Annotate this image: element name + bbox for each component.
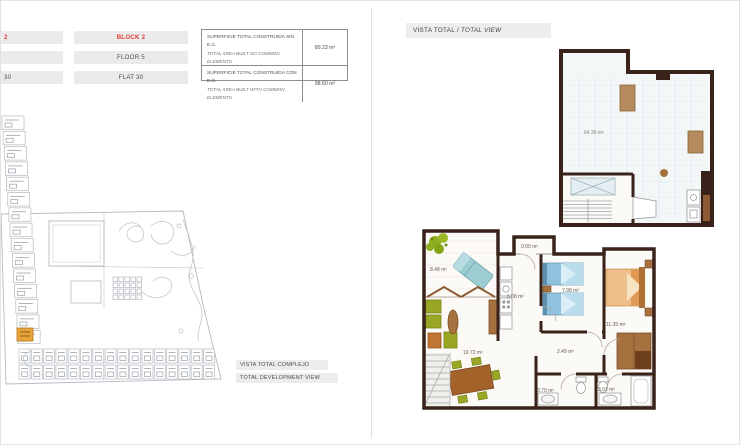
room-area-label-bathroom-1: 3.70 m² — [537, 388, 554, 394]
site-caption-es: VISTA TOTAL COMPLEJO — [236, 360, 328, 370]
area-value: 98.60 m² — [302, 66, 347, 101]
armchair — [428, 333, 441, 348]
table-round — [660, 169, 668, 177]
room-area-label-bedroom-double: 11.35 m² — [606, 322, 626, 328]
sideboard — [489, 300, 497, 334]
planter — [620, 85, 635, 111]
armchair — [444, 332, 457, 348]
planter — [688, 131, 703, 153]
sink — [603, 395, 617, 403]
area-table — [201, 29, 348, 100]
table-row — [202, 30, 347, 66]
panel-divider — [371, 9, 372, 438]
view-title-en: TOTAL VIEW — [460, 27, 502, 34]
area-label-en: TOTAL AREA BUILT NO COMMON ELEMENTS — [207, 50, 280, 64]
floor-bar — [74, 51, 188, 64]
nightstand — [543, 286, 551, 292]
floor-label: FLOOR 5 — [117, 54, 145, 61]
block-label: BLOCK 2 — [116, 34, 146, 41]
coffee-table — [448, 310, 458, 334]
wardrobe — [617, 333, 651, 369]
room-area-label-hall: 2.49 m² — [557, 349, 574, 355]
area-label-es: SUPERFICIE TOTAL CONSTRUIDA SIN E.C. — [207, 34, 294, 48]
room-area-label-solarium: 64.36 m² — [584, 130, 604, 136]
door-leaf — [633, 197, 656, 219]
table-row — [202, 66, 347, 101]
area-labels — [202, 30, 302, 65]
highlighted-unit — [17, 328, 33, 341]
solarium-plan — [561, 51, 712, 225]
area-label-en: TOTAL AREA BUILT WITH COMMON ELEMENTS — [207, 87, 285, 100]
unit-block-label: 2 — [4, 34, 8, 41]
block-bar — [74, 31, 188, 44]
area-label-es: SUPERFICIE TOTAL CONSTRUIDA CON E.C. — [207, 70, 297, 85]
site-caption-en: TOTAL DEVELOPMENT VIEW — [236, 373, 338, 383]
room-area-label-terrace: 8.48 m² — [430, 267, 447, 273]
unit-flat-label: 30 — [4, 74, 12, 81]
nightstand — [645, 308, 653, 316]
unit-flat-bar — [1, 71, 63, 84]
nightstand — [645, 260, 653, 268]
toilet — [577, 383, 586, 394]
room-area-label-kitchen: 5.08 m² — [507, 294, 524, 300]
apartment-plan — [424, 231, 654, 408]
view-title-es: VISTA TOTAL / — [413, 27, 459, 34]
room-area-label-bathroom-2: 3.91 m² — [598, 387, 615, 393]
flat-bar — [74, 71, 188, 84]
room-area-label-bedroom-twin: 7.98 m² — [562, 288, 579, 294]
sink — [542, 395, 555, 403]
room-area-label-storage: 0.90 m² — [521, 244, 538, 250]
area-value: 80.23 m² — [302, 30, 347, 65]
view-title — [406, 23, 551, 38]
area-labels — [202, 66, 302, 101]
room-area-label-living: 19.72 m² — [463, 350, 483, 356]
floor-plan — [396, 41, 726, 416]
site-plan — [1, 101, 233, 391]
unit-block-bar — [1, 31, 63, 44]
unit-floor-bar — [1, 51, 63, 64]
staircase — [424, 353, 450, 408]
flat-label: FLAT 30 — [118, 74, 144, 81]
